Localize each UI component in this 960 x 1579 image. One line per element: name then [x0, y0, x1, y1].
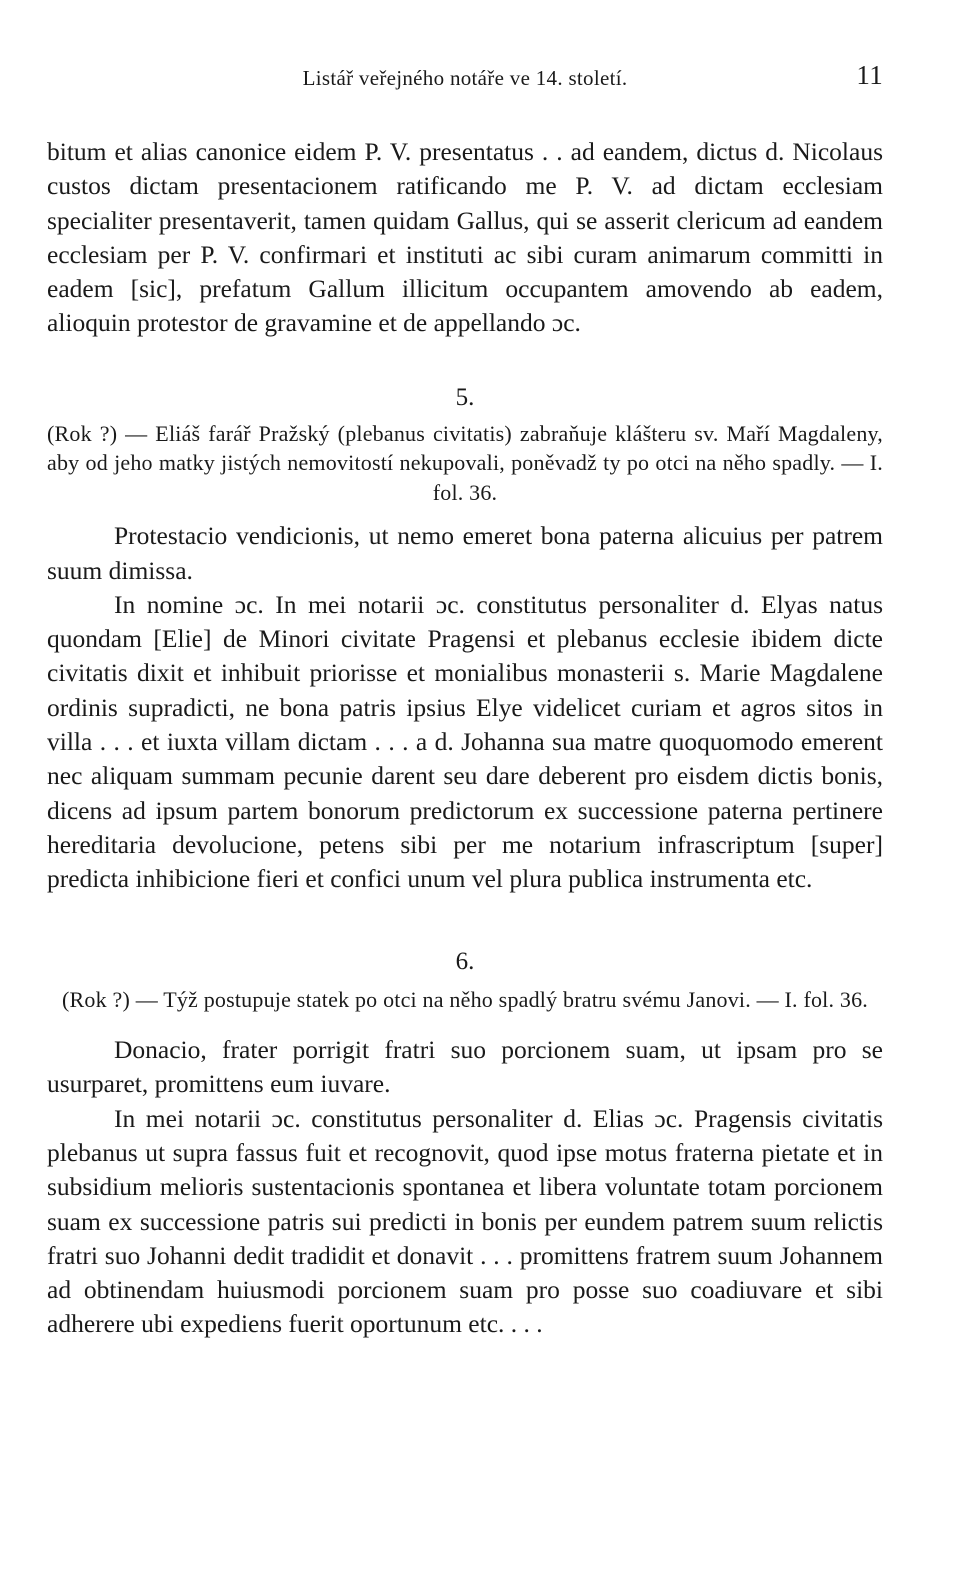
document-page — [47, 60, 883, 1342]
section-number: 5. — [455, 383, 475, 411]
section-body-paragraph: In mei notarii ɔc. constitutus personaliter d. Elias ɔc. Pragensis civitatis plebanus ut supra fassus fuit et recognovit, quod ipse motus fraterna pietate et in subsidium melioris sustentacionis spontanea et libera voluntate totam porcionem suam ex successione patris sui predicti in bonis per eundem patrem suum relictis fratri suo Johanni dedit tradidit et donavit . . . promittens fratrem suum Johannem ad obtinendam huiusmodi porcionem suam pro posse suo coadiuvare et sibi adherere ubi expediens fuerit oportunum etc. . . . — [47, 1103, 883, 1339]
continued-paragraph: bitum et alias canonice eidem P. V. presentatus . . ad eandem, dictus d. Nicolaus custos dictam presentacionem ratificando me P. V. ad dictam ecclesiam specialiter presentaverit, tamen quidam Gallus, qui se asserit clericum ad eandem ecclesiam per P. V. confirmari et instituti ac sibi curam animarum committi in eadem [sic], prefatum Gallum illicitum occupantem amovendo ab eadem, alioquin protestor de gravamine et de appellando ɔc. — [47, 137, 883, 338]
section-regest: (Rok ?) — Eliáš farář Pražský (plebanus civitatis) zabraňuje klášteru sv. Maří Magdaleny, aby od jeho matky jistých nemovitostí nekupovali, poněvadž ty po otci na něho spadly. — I. fol. 36. — [47, 420, 883, 505]
section-body-paragraph: In nomine ɔc. In mei notarii ɔc. constitutus personaliter d. Elyas natus quondam [Elie] de Minori civitate Pragensi et plebanus ecclesie ibidem dicte civitatis dixit et inhibuit priorisse et monialibus monasterii s. Marie Magdalene ordinis supradicti, ne bona patris ipsius Elye videlicet curiam et agros sitos in villa . . . et iuxta villam dictam . . . a d. Johanna sua matre quoquomodo emerent nec aliquam summam pecunie darent seu dare deberent pro eisdem dictis bonis, dicens ad ipsum partem bonorum predictorum ex successione paterna pertinere hereditaria devolucione, petens sibi per me notarium infrascriptum [super] predicta inhibicione fieri et confici unum vel plura publica instrumenta etc. — [47, 589, 883, 894]
running-title: Listář veřejného notáře ve 14. století. — [302, 66, 628, 90]
section-heading-paragraph: Donacio, frater porrigit fratri suo porcionem suam, ut ipsam pro se usurparet, promittens eum iuvare. — [47, 1035, 883, 1099]
section-number: 6. — [455, 947, 475, 975]
page-number: 11 — [856, 60, 883, 90]
section-regest: (Rok ?) — Týž postupuje statek po otci na něho spadlý bratru svému Janovi. — I. fol. 36. — [62, 986, 868, 1012]
section-5 — [47, 383, 883, 897]
section-heading-paragraph: Protestacio vendicionis, ut nemo emeret bona paterna alicuius per patrem suum dimissa. — [47, 521, 883, 585]
running-header — [47, 60, 883, 100]
section-6 — [47, 947, 883, 1342]
